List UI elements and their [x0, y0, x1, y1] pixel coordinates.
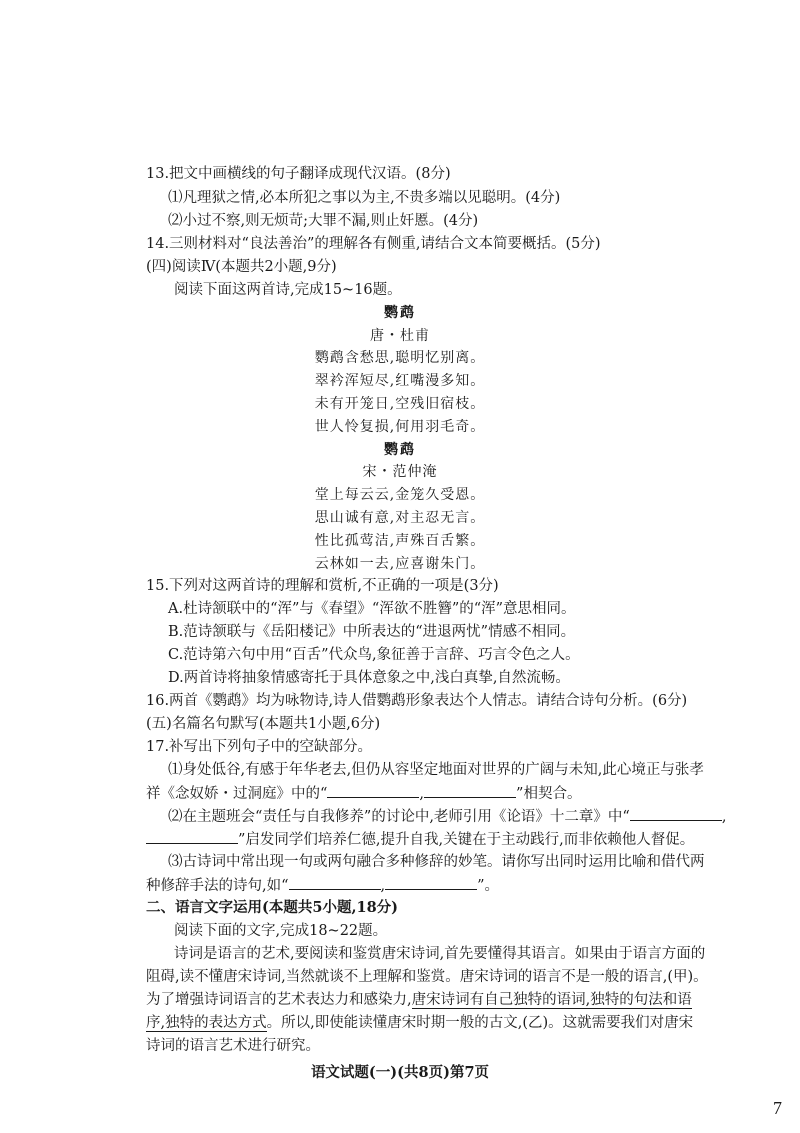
blank-separator: ,	[721, 809, 727, 825]
q15-option-c: C.范诗第六句中用“百舌”代众鸟,象征善于言辞、巧言令色之人。	[168, 647, 580, 663]
poem1-line: 翠衿浑短尽,红嘴漫多知。	[314, 373, 486, 389]
section4-intro: 阅读下面这两首诗,完成15~16题。	[174, 282, 402, 298]
part2-title: 二、语言文字运用(本题共5小题,18分)	[146, 899, 399, 916]
poem2-line: 思山诚有意,对主忍无言。	[314, 510, 486, 526]
blank-separator: ,	[380, 878, 386, 894]
section5-title: (五)名篇名句默写(本题共1小题,6分)	[146, 716, 381, 732]
poem1-line: 鹦鹉含愁思,聪明忆别离。	[314, 350, 486, 366]
q15-option-b: B.范诗颔联与《岳阳楼记》中所表达的“进退两忧”情感不相同。	[168, 624, 576, 640]
q17-sub3-suffix: ”。	[477, 878, 500, 894]
poem1-title: 鹦鹉	[384, 305, 416, 321]
q17-sub3-line1: ⑶古诗词中常出现一句或两句融合多种修辞的妙笔。请你写出同时运用比喻和借代两	[168, 854, 705, 870]
answer-blank[interactable]	[327, 783, 419, 798]
q16-stem: 16.两首《鹦鹉》均为咏物诗,诗人借鹦鹉形象表达个人情志。请结合诗句分析。(6分)	[146, 693, 688, 709]
q17-stem: 17.补写出下列句子中的空缺部分。	[146, 739, 373, 755]
q17-sub1-line2	[146, 783, 581, 804]
poem2-title: 鹦鹉	[384, 442, 416, 458]
answer-blank[interactable]	[630, 806, 722, 821]
passage-line	[146, 990, 692, 1010]
q17-sub3-line2	[146, 875, 499, 896]
answer-blank[interactable]	[146, 829, 238, 844]
poem2-author: 宋・范仲淹	[362, 464, 438, 480]
answer-blank[interactable]	[385, 875, 477, 890]
poem1-line: 世人怜复损,何用羽毛奇。	[314, 419, 486, 435]
part2-intro: 阅读下面的文字,完成18~22题。	[174, 923, 388, 939]
passage-line: 诗词的语言艺术进行研究。	[146, 1038, 320, 1054]
page-footer: 语文试题(一)(共8页)第7页	[310, 1064, 490, 1081]
q17-sub2-line1	[168, 806, 726, 827]
blank-separator: ,	[419, 786, 425, 802]
q17-sub2-prefix: ⑵在主题班会“责任与自我修养”的讨论中,老师引用《论语》十二章》中“	[168, 809, 630, 825]
answer-blank[interactable]	[424, 783, 516, 798]
q15-option-d: D.两首诗将抽象情感寄托于具体意象之中,浅白真挚,自然流畅。	[168, 670, 570, 686]
poem2-line: 云林如一去,应喜谢朱门。	[314, 556, 486, 572]
q17-sub3-prefix: 种修辞手法的诗句,如“	[146, 878, 289, 894]
poem2-line: 性比孤莺洁,声殊百舌繁。	[314, 533, 486, 549]
poem1-line: 未有开笼日,空残旧宿枝。	[314, 396, 486, 412]
underlined-sentence: 唐宋诗词有自己独特的语词,独特的句法和语	[411, 992, 692, 1008]
q14-stem: 14.三则材料对“良法善治”的理解各有侧重,请结合文本简要概括。(5分)	[146, 236, 601, 252]
q17-sub2-suffix: ”启发同学们培养仁德,提升自我,关键在于主动践行,而非依赖他人督促。	[238, 832, 695, 848]
q17-sub1-line1: ⑴身处低谷,有感于年华老去,但仍从容坚定地面对世界的广阔与未知,此心境正与张孝	[168, 762, 704, 778]
poem2-line: 堂上每云云,金笼久受恩。	[314, 487, 486, 503]
passage-text: 。所以,即使能读懂唐宋时期一般的古文,(乙)。这就需要我们对唐宋	[266, 1015, 694, 1031]
q17-sub2-line2	[146, 829, 694, 850]
underlined-sentence: 序,独特的表达方式	[146, 1015, 267, 1031]
passage-line: 诗词是语言的艺术,要阅读和鉴赏唐宋诗词,首先要懂得其语言。如果由于语言方面的	[174, 946, 706, 962]
poem1-author: 唐・杜甫	[370, 328, 430, 344]
q13-sub1: ⑴凡理狱之情,必本所犯之事以为主,不贵多端以见聪明。(4分)	[168, 190, 561, 206]
passage-line: 阻碍,读不懂唐宋诗词,当然就谈不上理解和鉴赏。唐宋诗词的语言不是一般的语言,(甲)。	[146, 969, 708, 985]
corner-page-number: 7	[773, 1098, 782, 1118]
q15-stem: 15.下列对这两首诗的理解和赏析,不正确的一项是(3分)	[146, 578, 499, 594]
q13-stem: 13.把文中画横线的句子翻译成现代汉语。(8分)	[146, 166, 451, 182]
q13-sub2: ⑵小过不察,则无烦苛;大罪不漏,则止奸慝。(4分)	[168, 213, 479, 229]
passage-line	[146, 1013, 693, 1033]
q17-sub1-suffix: ”相契合。	[516, 786, 582, 802]
q17-sub1-prefix: 祥《念奴娇・过洞庭》中的“	[146, 786, 328, 802]
passage-text: 为了增强诗词语言的艺术表达力和感染力,	[146, 992, 412, 1008]
section4-title: (四)阅读Ⅳ(本题共2小题,9分)	[146, 259, 337, 275]
answer-blank[interactable]	[289, 875, 381, 890]
q15-option-a: A.杜诗颔联中的“浑”与《春望》“浑欲不胜簪”的“浑”意思相同。	[168, 601, 576, 617]
